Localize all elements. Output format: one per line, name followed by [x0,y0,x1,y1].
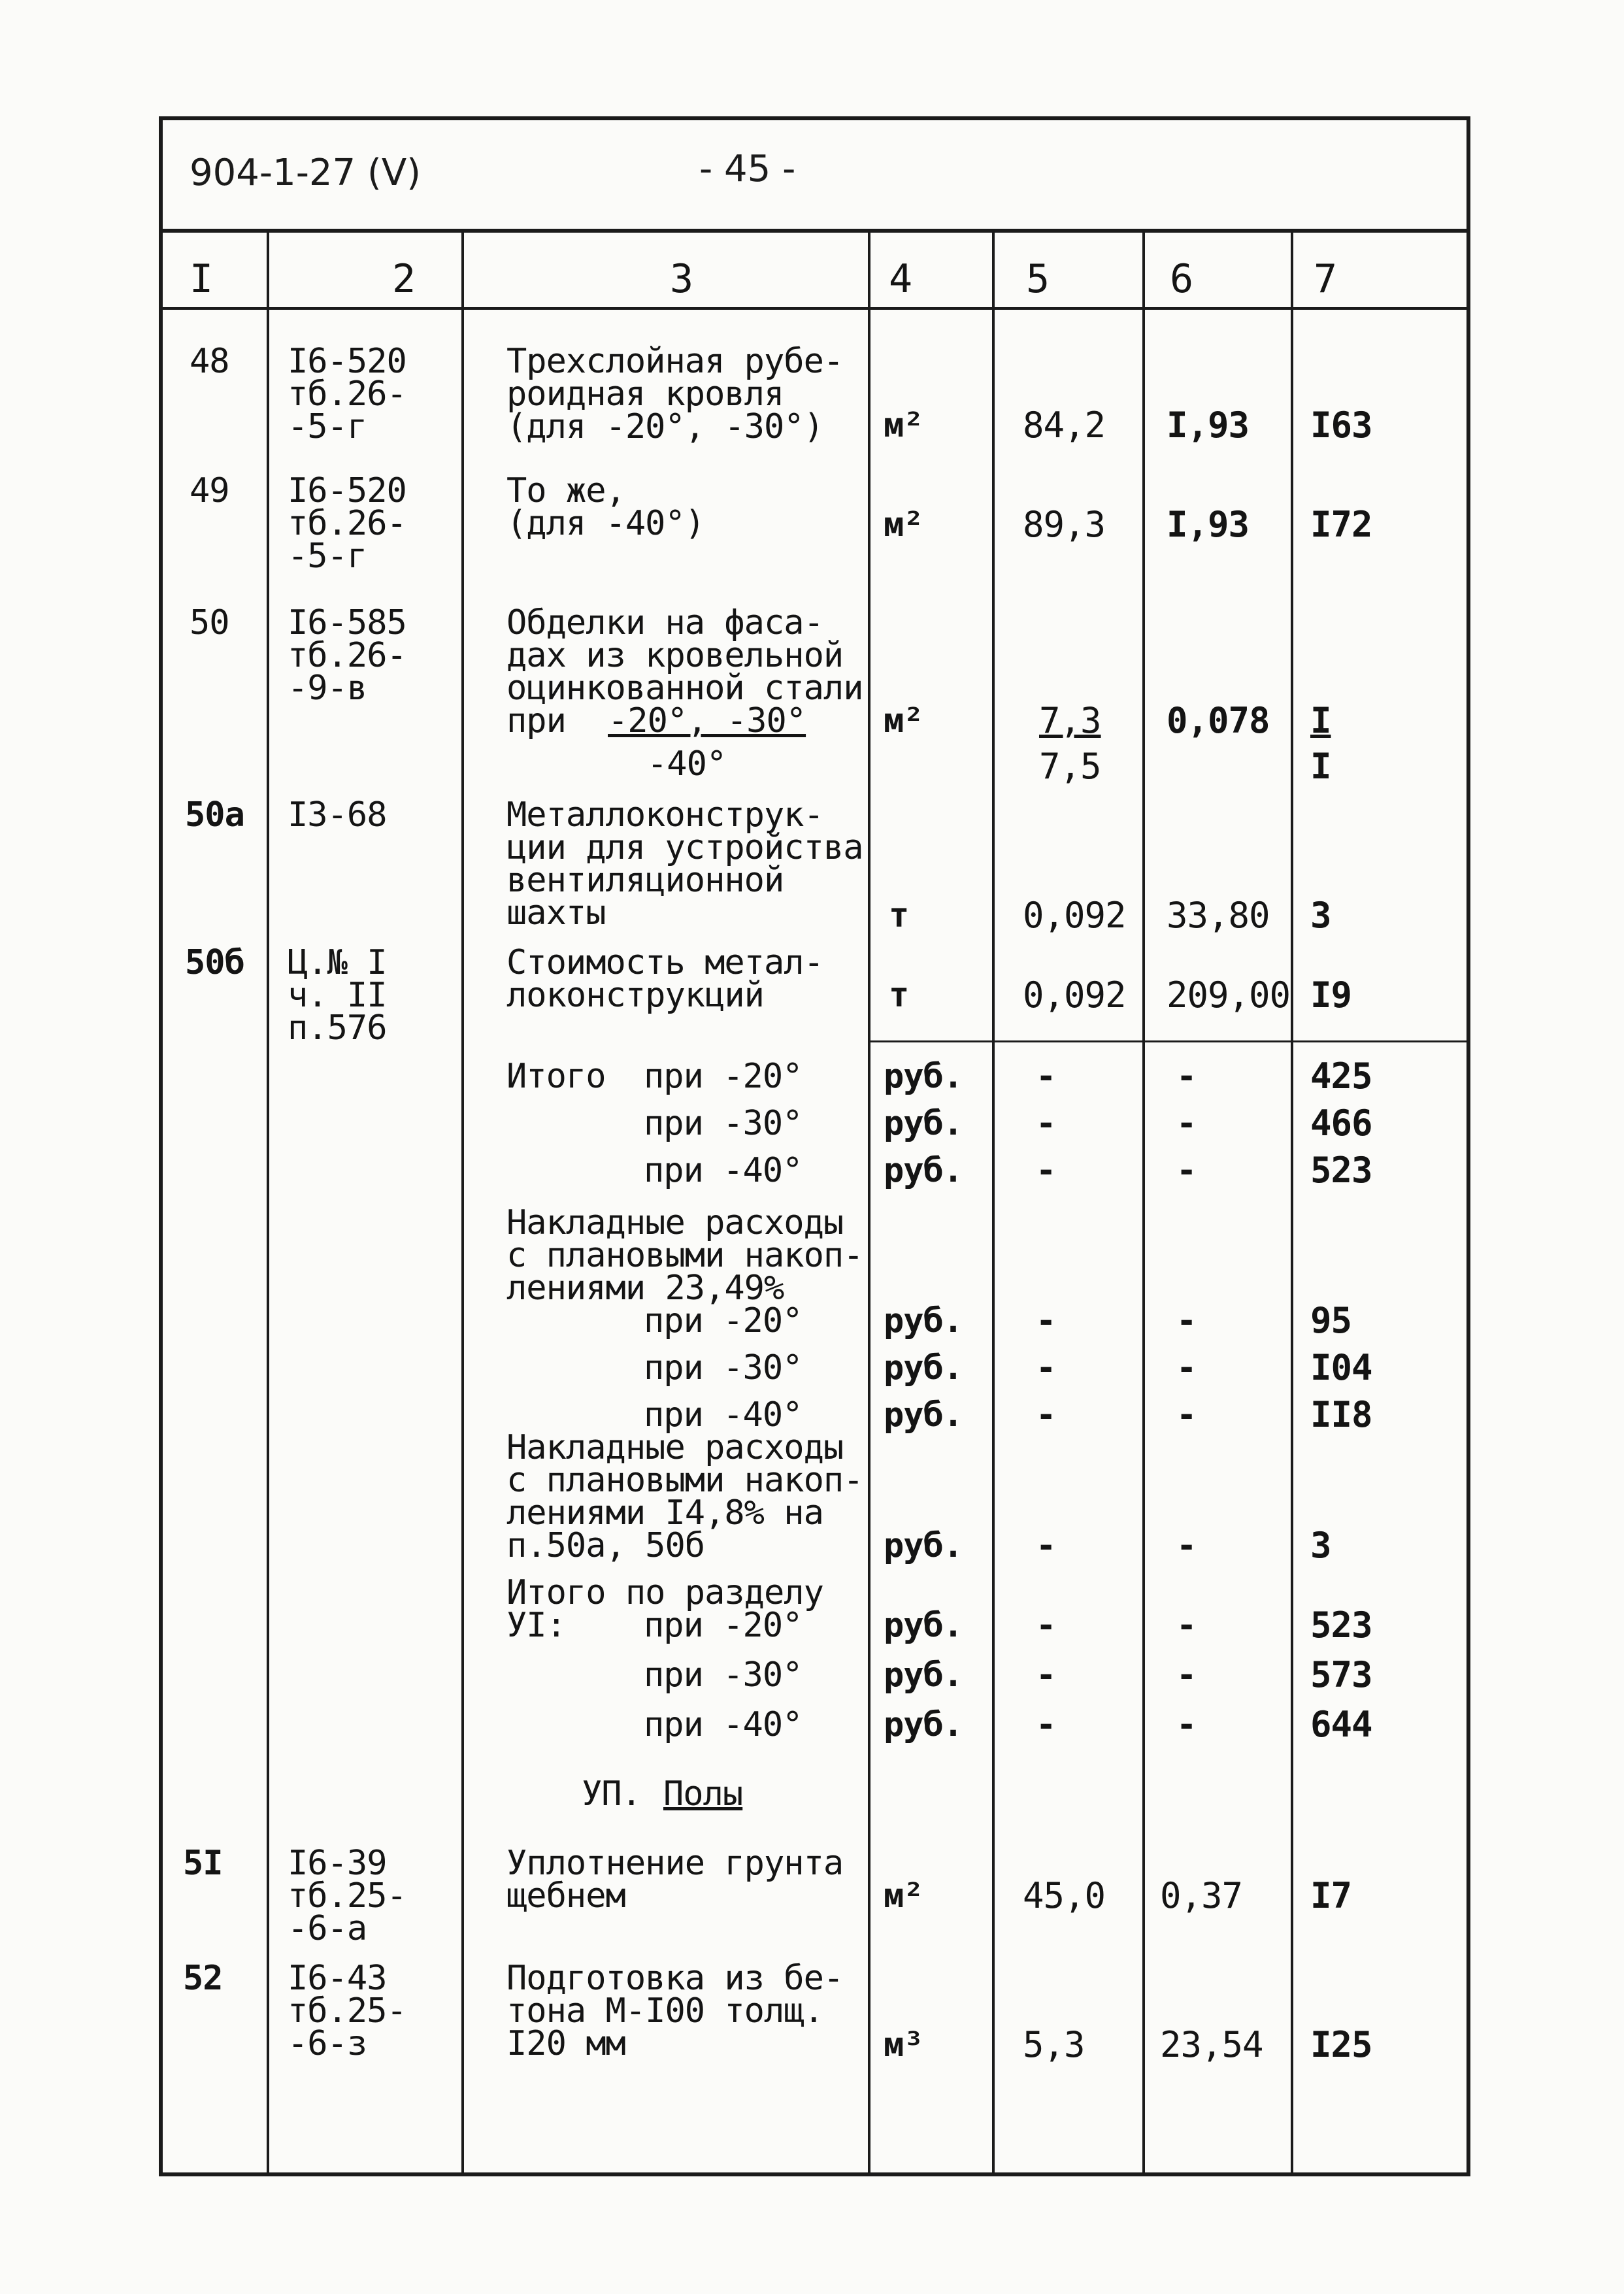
unit: м² [884,505,923,544]
section-total-temp-20: при -20° [644,1606,803,1645]
total-cost: I25 [1310,2024,1372,2065]
dash: - [1036,1395,1056,1435]
unit: м² [884,406,923,445]
unit: м² [884,1876,923,1916]
subtotal-divider [869,1040,1470,1042]
overhead-temp-20: при -20° [644,1301,803,1340]
subtotal-label: Итого [506,1057,606,1096]
subtotal-temp-30: при -30° [644,1104,803,1143]
total-cost-b: I [1310,746,1331,787]
norm-code: I6-43 тб.25- -6-з [288,1959,406,2063]
temperature-prefix: при [506,701,606,740]
column-divider-1 [267,233,269,2176]
overhead-label: Накладные расходы с плановыми накоп- лениями 23,49% [506,1203,863,1308]
total-cost: I7 [1310,1875,1352,1916]
unit: руб. [884,1526,963,1565]
unit: руб. [884,1348,963,1388]
dash: - [1036,1301,1056,1340]
section-total-label: Итого по разделу УI: [506,1573,823,1645]
quantity-b: 7,5 [1039,746,1101,787]
dash: - [1036,1655,1056,1695]
unit-price: 23,54 [1160,2024,1263,2065]
overhead-temp-30: при -30° [644,1348,803,1388]
dash: - [1176,1526,1197,1565]
work-description: То же, (для -40°) [506,471,705,543]
dash: - [1176,1104,1197,1143]
subtotal-temp-20: при -20° [644,1057,803,1096]
total-cost: 95 [1310,1300,1352,1341]
dash: - [1036,1151,1056,1190]
unit: руб. [884,1057,963,1096]
unit: руб. [884,1655,963,1695]
column-numbers-divider [159,307,1470,310]
dash: - [1176,1348,1197,1388]
dash: - [1036,1057,1056,1096]
column-number-2: 2 [392,256,416,302]
overhead-temp-40: при -40° [644,1395,803,1435]
total-cost: 523 [1310,1604,1372,1646]
dash: - [1036,1348,1056,1388]
unit-price: I,93 [1167,405,1250,446]
row-number: 50 [190,603,229,642]
section-total-temp-40: при -40° [644,1705,803,1744]
row-number: 52 [183,1959,223,1998]
norm-code: I6-520 тб.26- -5-г [288,342,406,446]
unit-price: 0,078 [1167,700,1270,741]
work-description: Металлоконструк- ции для устройства вентиляционной шахты [506,795,863,933]
subtotal-temp-40: при -40° [644,1151,803,1190]
section-title: Полы [663,1774,743,1814]
quantity: 89,3 [1023,504,1106,545]
row-number: 48 [190,342,229,381]
total-cost: I63 [1310,405,1372,446]
total-cost: I72 [1310,504,1372,545]
total-cost: 644 [1310,1704,1372,1745]
unit-price: 209,00 [1167,974,1291,1016]
unit: руб. [884,1705,963,1744]
unit: руб. [884,1104,963,1143]
column-number-5: 5 [1026,256,1050,302]
total-cost: 3 [1310,1525,1331,1566]
dash: - [1176,1705,1197,1744]
total-cost: 3 [1310,895,1331,936]
unit: руб. [884,1395,963,1435]
temperature-range-a: -20°, -30° [608,701,806,740]
column-number-3: 3 [670,256,694,302]
unit: руб. [884,1606,963,1645]
total-cost: 466 [1310,1103,1372,1144]
work-description: Уплотнение грунта щебнем [506,1844,844,1916]
section-number: УП. [582,1774,641,1814]
column-divider-2 [461,233,464,2176]
quantity: 0,092 [1023,895,1126,936]
column-number-7: 7 [1314,256,1338,302]
work-description: Трехслойная рубе- роидная кровля (для -20°, -30°) [506,342,844,446]
unit: руб. [884,1151,963,1190]
work-description: Обделки на фаса- дах из кровельной оцинкованной стали [506,603,863,708]
quantity: 84,2 [1023,405,1106,446]
dash: - [1176,1057,1197,1096]
overhead-label: Накладные расходы с плановыми накоп- лениями I4,8% на п.50а, 50б [506,1428,863,1565]
total-cost: II8 [1310,1394,1372,1435]
dash: - [1176,1395,1197,1435]
norm-code: I6-585 тб.26- -9-в [288,603,406,708]
total-cost: 573 [1310,1654,1372,1695]
dash: - [1036,1526,1056,1565]
dash: - [1036,1104,1056,1143]
column-number-6: 6 [1170,256,1194,302]
norm-code: I6-39 тб.25- -6-а [288,1844,406,1948]
norm-code: Ц.№ I ч. II п.576 [288,943,387,1048]
column-number-1: I [190,256,214,302]
unit-price: 0,37 [1160,1875,1243,1916]
dash: - [1176,1606,1197,1645]
dash: - [1176,1151,1197,1190]
total-cost: I04 [1310,1347,1372,1388]
unit-price: I,93 [1167,504,1250,545]
column-divider-5 [1142,233,1145,2176]
norm-code: I3-68 [288,795,387,835]
row-number: 5I [183,1844,223,1883]
total-cost: I9 [1310,974,1352,1016]
quantity: 5,3 [1023,2024,1085,2065]
total-cost: 425 [1310,1056,1372,1097]
unit: руб. [884,1301,963,1340]
norm-code: I6-520 тб.26- -5-г [288,471,406,576]
unit: т [889,976,909,1015]
quantity-a: 7,3 [1039,700,1101,741]
unit-price: 33,80 [1167,895,1270,936]
row-number: 50б [185,943,244,982]
unit: т [889,896,909,935]
unit: м² [884,701,923,740]
column-divider-3 [868,233,870,2176]
unit: м³ [884,2025,923,2065]
column-divider-4 [992,233,995,2176]
quantity: 0,092 [1023,974,1126,1016]
row-number: 50а [185,795,244,835]
column-number-4: 4 [889,256,913,302]
document-code: 904-1-27 (V) [190,152,421,194]
work-description: Стоимость метал- локонструкций [506,943,823,1015]
work-description: Подготовка из бе- тона М-I00 толщ. I20 мм [506,1959,844,2063]
dash: - [1036,1606,1056,1645]
column-divider-6 [1291,233,1293,2176]
dash: - [1036,1705,1056,1744]
dash: - [1176,1301,1197,1340]
header-divider [159,229,1470,233]
total-cost: 523 [1310,1150,1372,1191]
temperature-range-b: -40° [647,744,727,784]
quantity: 45,0 [1023,1875,1106,1916]
total-cost-a: I [1310,700,1331,741]
row-number: 49 [190,471,229,510]
dash: - [1176,1655,1197,1695]
page-number: - 45 - [699,148,796,190]
section-total-temp-30: при -30° [644,1655,803,1695]
